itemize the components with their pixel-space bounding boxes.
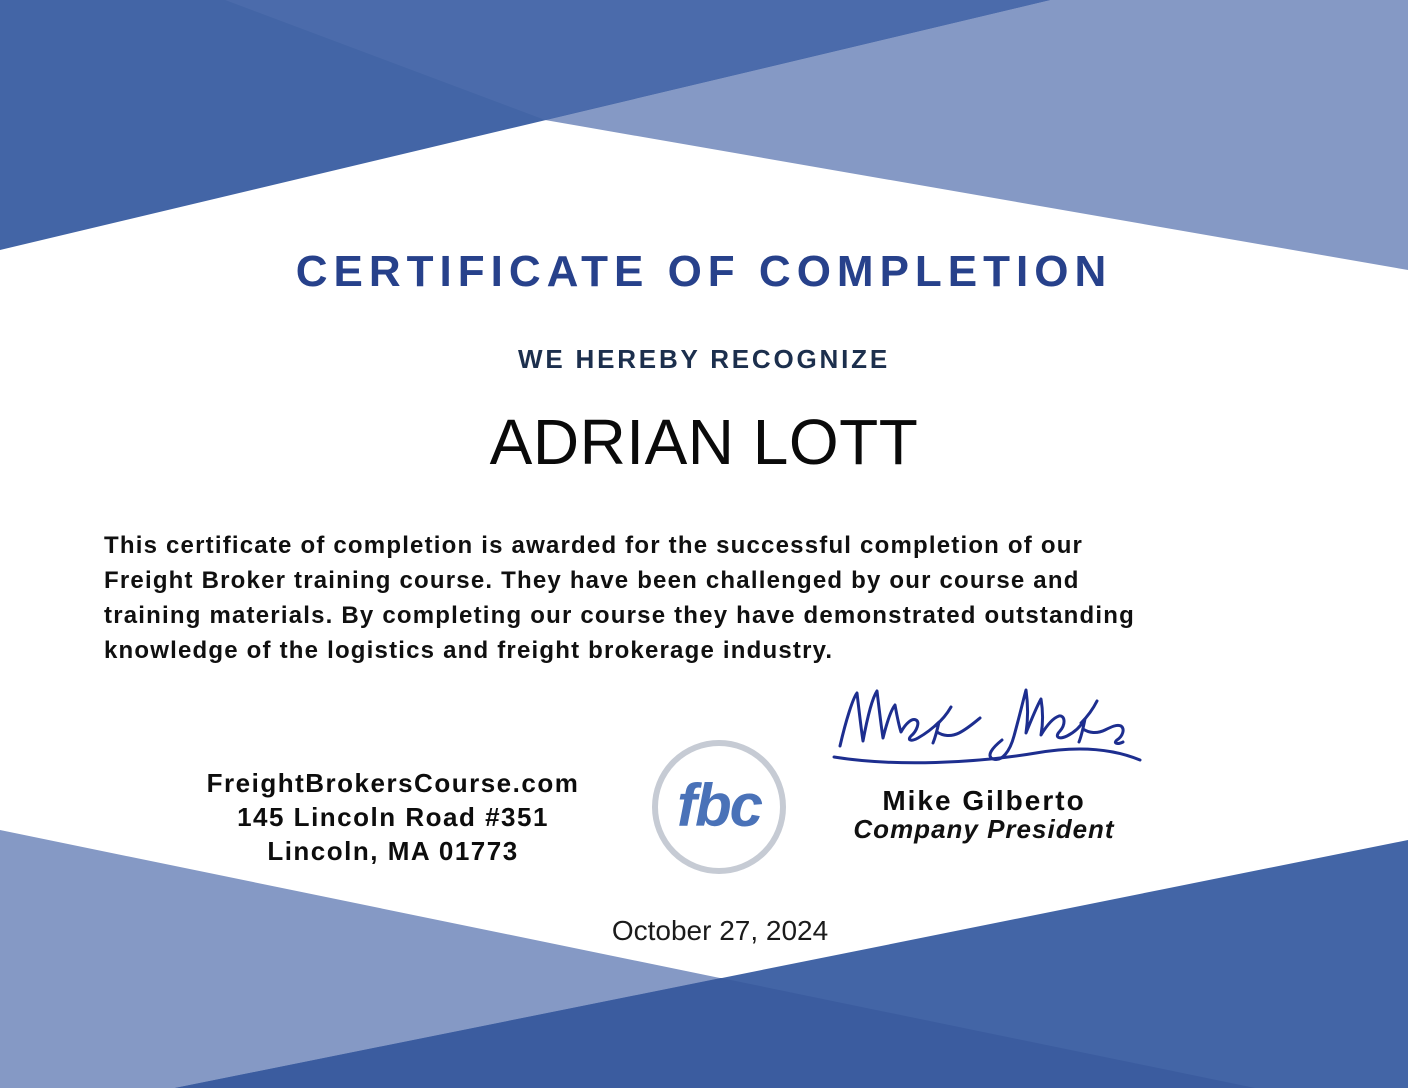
- certificate-title: CERTIFICATE OF COMPLETION: [295, 247, 1113, 296]
- certificate-date: October 27, 2024: [611, 915, 829, 946]
- body-line: training materials. By completing our course they have demonstrated outstanding: [104, 602, 1135, 629]
- body-line: knowledge of the logistics and freight brokerage industry.: [104, 637, 834, 664]
- organization-website: FreightBrokersCourse.com: [206, 768, 580, 798]
- certificate-body: [104, 528, 1334, 668]
- organization-address-line2: Lincoln, MA 01773: [267, 836, 519, 866]
- signer-name: Mike Gilberto: [882, 785, 1086, 816]
- body-line: This certificate of completion is awarded for the successful completion of our: [104, 532, 1084, 559]
- organization-address-block: [93, 766, 693, 868]
- signature-first-name-stroke: [840, 691, 980, 746]
- body-line: Freight Broker training course. They have been challenged by our course and: [104, 567, 1080, 594]
- fbc-logo: [652, 740, 786, 874]
- recipient-name: ADRIAN LOTT: [489, 406, 919, 478]
- signature-image: [826, 680, 1146, 776]
- fbc-logo-text: fbc: [677, 771, 761, 839]
- signature-underline-stroke: [834, 749, 1140, 763]
- certificate-subtitle: WE HEREBY RECOGNIZE: [518, 344, 890, 374]
- organization-address-line1: 145 Lincoln Road #351: [237, 802, 549, 832]
- signer-title: Company President: [853, 814, 1115, 844]
